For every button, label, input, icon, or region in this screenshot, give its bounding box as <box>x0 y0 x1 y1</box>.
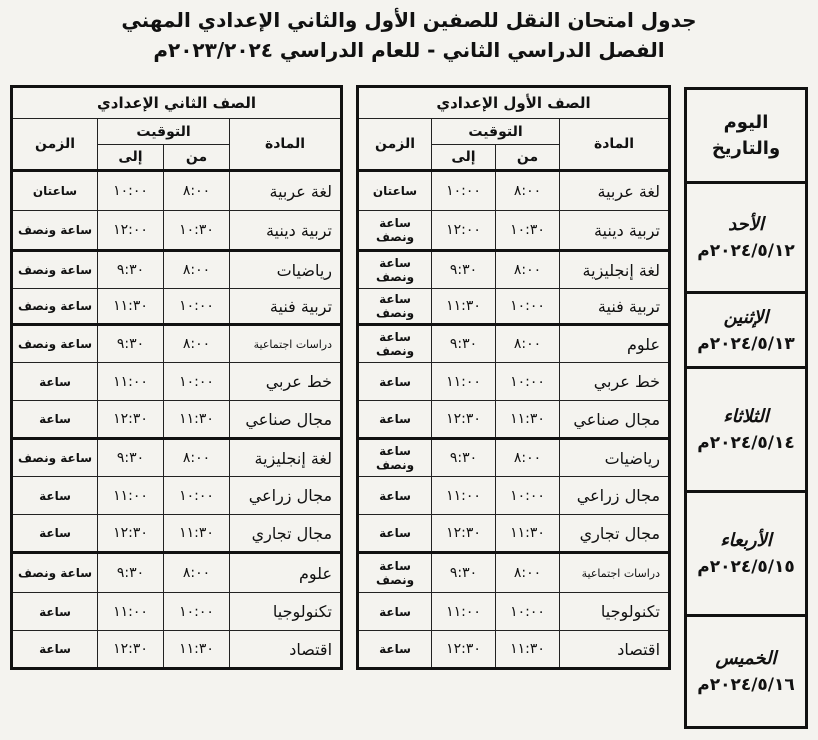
table-row <box>358 171 670 211</box>
subject-cell: اقتصاد <box>560 631 670 669</box>
to-time-cell: ٩:٣٠ <box>432 439 496 477</box>
table-row <box>12 363 342 401</box>
to-time-cell: ١٢:٠٠ <box>98 211 164 251</box>
col-subject: المادة <box>560 119 670 171</box>
to-time-cell: ١٢:٣٠ <box>98 515 164 553</box>
duration-cell: ساعة ونصف <box>358 439 432 477</box>
days-table <box>684 87 808 729</box>
day-cell-sunday <box>686 183 807 293</box>
table-row <box>358 477 670 515</box>
from-time-cell: ٨:٠٠ <box>164 171 230 211</box>
from-time-cell: ١١:٣٠ <box>496 631 560 669</box>
to-time-cell: ١١:٣٠ <box>98 289 164 325</box>
from-time-cell: ١٠:٣٠ <box>164 211 230 251</box>
table-row <box>12 171 342 211</box>
table-row <box>12 515 342 553</box>
table-row <box>12 325 342 363</box>
subject-cell: تربية فنية <box>560 289 670 325</box>
duration-cell: ساعة <box>358 477 432 515</box>
duration-cell: ساعة ونصف <box>12 289 98 325</box>
col-from: من <box>496 145 560 171</box>
from-time-cell: ١١:٣٠ <box>496 515 560 553</box>
from-time-cell: ١٠:٠٠ <box>164 593 230 631</box>
table-row <box>12 631 342 669</box>
table-row <box>358 363 670 401</box>
subject-cell: خط عربي <box>560 363 670 401</box>
subject-cell: مجال صناعي <box>230 401 342 439</box>
subject-cell: تربية دينية <box>230 211 342 251</box>
day-cell-monday <box>686 293 807 368</box>
duration-cell: ساعتان <box>358 171 432 211</box>
from-time-cell: ١٠:٠٠ <box>164 363 230 401</box>
subject-cell: مجال تجاري <box>560 515 670 553</box>
col-to: إلى <box>432 145 496 171</box>
from-time-cell: ١٠:٠٠ <box>496 593 560 631</box>
day-date: ٢٠٢٤/٥/١٥م <box>697 557 795 577</box>
from-time-cell: ٨:٠٠ <box>164 439 230 477</box>
from-time-cell: ١٠:٠٠ <box>496 363 560 401</box>
duration-cell: ساعة ونصف <box>12 325 98 363</box>
duration-cell: ساعة <box>12 363 98 401</box>
from-time-cell: ٨:٠٠ <box>164 553 230 593</box>
table-row <box>12 439 342 477</box>
table-row <box>358 325 670 363</box>
to-time-cell: ٩:٣٠ <box>98 553 164 593</box>
from-time-cell: ١٠:٠٠ <box>164 477 230 515</box>
subject-cell: لغة إنجليزية <box>560 251 670 289</box>
table-row <box>12 211 342 251</box>
subject-cell: لغة إنجليزية <box>230 439 342 477</box>
duration-cell: ساعة <box>358 401 432 439</box>
subject-cell: مجال زراعي <box>230 477 342 515</box>
subject-cell: اقتصاد <box>230 631 342 669</box>
table-row <box>358 631 670 669</box>
from-time-cell: ٨:٠٠ <box>496 251 560 289</box>
to-time-cell: ١١:٣٠ <box>432 289 496 325</box>
to-time-cell: ٩:٣٠ <box>98 439 164 477</box>
day-cell-tuesday <box>686 368 807 492</box>
from-time-cell: ٨:٠٠ <box>496 171 560 211</box>
col-duration: الزمن <box>12 119 98 171</box>
col-timing: التوقيت <box>98 119 230 145</box>
table-row <box>358 211 670 251</box>
duration-cell: ساعة <box>12 593 98 631</box>
col-timing: التوقيت <box>432 119 560 145</box>
table-row <box>358 251 670 289</box>
subject-cell: خط عربي <box>230 363 342 401</box>
to-time-cell: ١٢:٣٠ <box>98 401 164 439</box>
from-time-cell: ٨:٠٠ <box>496 553 560 593</box>
col-from: من <box>164 145 230 171</box>
first-grade-title: الصف الأول الإعدادي <box>358 87 670 119</box>
to-time-cell: ٩:٣٠ <box>432 553 496 593</box>
to-time-cell: ٩:٣٠ <box>98 251 164 289</box>
from-time-cell: ١٠:٠٠ <box>496 289 560 325</box>
duration-cell: ساعة <box>12 515 98 553</box>
to-time-cell: ٩:٣٠ <box>432 325 496 363</box>
duration-cell: ساعة <box>358 515 432 553</box>
table-row <box>12 593 342 631</box>
to-time-cell: ١٢:٣٠ <box>432 631 496 669</box>
table-row <box>358 401 670 439</box>
to-time-cell: ١١:٠٠ <box>98 593 164 631</box>
table-row <box>358 515 670 553</box>
first-grade-table <box>356 85 671 670</box>
to-time-cell: ١٢:٣٠ <box>432 515 496 553</box>
duration-cell: ساعة ونصف <box>12 211 98 251</box>
to-time-cell: ٩:٣٠ <box>432 251 496 289</box>
to-time-cell: ١١:٠٠ <box>432 363 496 401</box>
document-title: جدول امتحان النقل للصفين الأول والثاني الإعدادي المهني <box>121 8 697 32</box>
from-time-cell: ١١:٣٠ <box>164 401 230 439</box>
subject-cell: علوم <box>230 553 342 593</box>
from-time-cell: ١١:٣٠ <box>164 631 230 669</box>
day-date: ٢٠٢٤/٥/١٦م <box>697 675 795 695</box>
table-row <box>12 401 342 439</box>
subject-cell: تكنولوجيا <box>230 593 342 631</box>
duration-cell: ساعة ونصف <box>358 325 432 363</box>
duration-cell: ساعة <box>12 631 98 669</box>
from-time-cell: ٨:٠٠ <box>164 325 230 363</box>
subject-cell: تربية فنية <box>230 289 342 325</box>
subject-cell: مجال زراعي <box>560 477 670 515</box>
to-time-cell: ١١:٠٠ <box>98 477 164 515</box>
table-row <box>12 553 342 593</box>
second-grade-table <box>10 85 343 670</box>
day-name: الثلاثاء <box>723 406 769 427</box>
col-to: إلى <box>98 145 164 171</box>
col-duration: الزمن <box>358 119 432 171</box>
to-time-cell: ٩:٣٠ <box>98 325 164 363</box>
table-row <box>12 251 342 289</box>
day-name: الأحد <box>728 214 764 235</box>
duration-cell: ساعتان <box>12 171 98 211</box>
subject-cell: دراسات اجتماعية <box>560 553 670 593</box>
table-row <box>358 593 670 631</box>
subject-cell: تربية دينية <box>560 211 670 251</box>
day-date: ٢٠٢٤/٥/١٤م <box>697 433 795 453</box>
table-row <box>358 289 670 325</box>
duration-cell: ساعة ونصف <box>358 251 432 289</box>
to-time-cell: ١٢:٣٠ <box>98 631 164 669</box>
day-cell-wednesday <box>686 492 807 616</box>
day-date: ٢٠٢٤/٥/١٣م <box>697 333 795 354</box>
subject-cell: دراسات اجتماعية <box>230 325 342 363</box>
second-grade-title: الصف الثاني الإعدادي <box>12 87 342 119</box>
to-time-cell: ١٠:٠٠ <box>432 171 496 211</box>
duration-cell: ساعة ونصف <box>12 553 98 593</box>
col-subject: المادة <box>230 119 342 171</box>
day-date-header: اليوم والتاريخ <box>686 89 807 183</box>
from-time-cell: ١٠:٠٠ <box>496 477 560 515</box>
from-time-cell: ١٠:٣٠ <box>496 211 560 251</box>
subject-cell: مجال صناعي <box>560 401 670 439</box>
subject-cell: تكنولوجيا <box>560 593 670 631</box>
day-cell-thursday <box>686 616 807 728</box>
day-date: ٢٠٢٤/٥/١٢م <box>697 241 795 261</box>
subject-cell: رياضيات <box>230 251 342 289</box>
to-time-cell: ١٢:٠٠ <box>432 211 496 251</box>
subject-cell: لغة عربية <box>560 171 670 211</box>
duration-cell: ساعة ونصف <box>358 211 432 251</box>
duration-cell: ساعة <box>358 593 432 631</box>
subject-cell: علوم <box>560 325 670 363</box>
to-time-cell: ١١:٠٠ <box>98 363 164 401</box>
to-time-cell: ١٢:٣٠ <box>432 401 496 439</box>
day-name: الخميس <box>715 648 777 669</box>
subject-cell: رياضيات <box>560 439 670 477</box>
table-row <box>358 439 670 477</box>
to-time-cell: ١٠:٠٠ <box>98 171 164 211</box>
table-row <box>12 289 342 325</box>
duration-cell: ساعة <box>12 401 98 439</box>
duration-cell: ساعة <box>358 363 432 401</box>
table-row <box>12 477 342 515</box>
duration-cell: ساعة ونصف <box>12 251 98 289</box>
from-time-cell: ١١:٣٠ <box>164 515 230 553</box>
duration-cell: ساعة ونصف <box>358 553 432 593</box>
from-time-cell: ٨:٠٠ <box>164 251 230 289</box>
to-time-cell: ١١:٠٠ <box>432 593 496 631</box>
table-row <box>358 553 670 593</box>
subject-cell: مجال تجاري <box>230 515 342 553</box>
from-time-cell: ١٠:٠٠ <box>164 289 230 325</box>
from-time-cell: ١١:٣٠ <box>496 401 560 439</box>
duration-cell: ساعة <box>12 477 98 515</box>
from-time-cell: ٨:٠٠ <box>496 325 560 363</box>
day-name: الإثنين <box>723 306 769 328</box>
subject-cell: لغة عربية <box>230 171 342 211</box>
duration-cell: ساعة ونصف <box>358 289 432 325</box>
duration-cell: ساعة ونصف <box>12 439 98 477</box>
duration-cell: ساعة <box>358 631 432 669</box>
to-time-cell: ١١:٠٠ <box>432 477 496 515</box>
day-name: الأربعاء <box>720 530 772 551</box>
document-subtitle: الفصل الدراسي الثاني - للعام الدراسي ٢٠٢٣/٢٠٢٤م <box>153 38 665 62</box>
from-time-cell: ٨:٠٠ <box>496 439 560 477</box>
